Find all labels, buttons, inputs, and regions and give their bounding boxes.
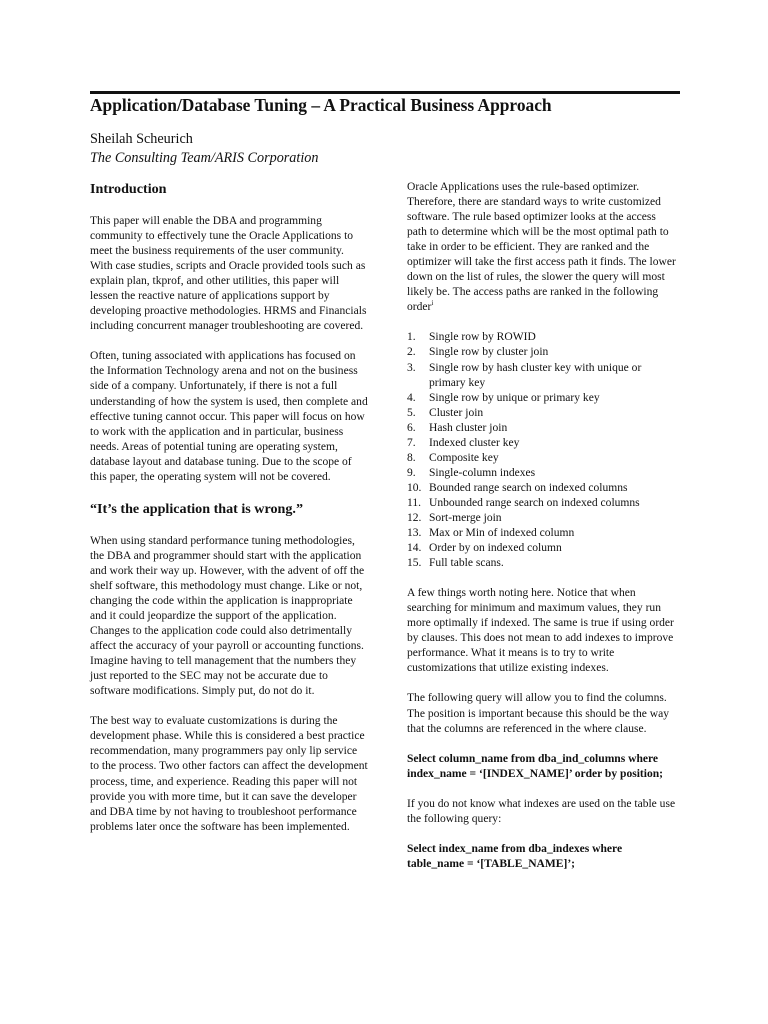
- access-path-text: Max or Min of indexed column: [429, 527, 575, 540]
- access-path-number: 3.: [407, 361, 416, 374]
- access-path-number: 9.: [407, 466, 416, 479]
- author-name: Sheilah Scheurich: [90, 131, 193, 147]
- quote-heading: “It’s the application that is wrong.”: [90, 500, 303, 517]
- access-path-text: Full table scans.: [429, 557, 504, 570]
- access-path-text: Hash cluster join: [429, 421, 508, 434]
- access-path-item: [407, 345, 677, 360]
- access-path-number: 6.: [407, 421, 416, 434]
- author-affiliation: The Consulting Team/ARIS Corporation: [90, 150, 319, 166]
- paper-title: Application/Database Tuning – A Practical Business Approach: [90, 95, 552, 115]
- application-paragraph-2: The best way to evaluate customizations is during the development phase. While this is considered a best practice recommendation, many programmers pay only lip service to the process. Two other factors can affect the development process, time, and experience. Reading this paper will not provide you with more time, but it can save the developer and DBA time by not having to troubleshoot performance problems later once the software has been implemented.: [90, 715, 368, 833]
- optimizer-paragraph: [407, 180, 677, 315]
- access-path-number: 7.: [407, 436, 416, 449]
- access-path-text: Single row by unique or primary key: [429, 391, 600, 404]
- access-path-item: [407, 481, 677, 496]
- query-1: Select column_name from dba_ind_columns where index_name = ‘[INDEX_NAME]’ order by position;: [407, 752, 664, 780]
- access-path-number: 2.: [407, 346, 416, 359]
- access-path-text: Single row by hash cluster key with unique or primary key: [429, 361, 642, 389]
- access-path-number: 10.: [407, 481, 422, 494]
- access-path-text: Composite key: [429, 451, 499, 464]
- access-path-text: Order by on indexed column: [429, 542, 562, 555]
- access-path-item: [407, 541, 677, 556]
- access-path-text: Cluster join: [429, 406, 484, 419]
- intro-paragraph-2: Often, tuning associated with applications has focused on the Information Technology arena and not on the business side of a company. Unfortunately, if there is not a full understanding of how the system is used, then complete and effective tuning cannot occur. This paper will focus on how to work with the application and in particular, business needs. Areas of potential tuning are operating system, database layout and database tuning. Due to the scope of this paper, the operating system will not be covered.: [90, 350, 368, 483]
- access-path-number: 15.: [407, 557, 422, 570]
- access-path-text: Single-column indexes: [429, 466, 536, 479]
- access-path-item: [407, 406, 677, 421]
- query-intro-paragraph: The following query will allow you to find the columns. The position is important because this should be the way that the columns are referenced in the where clause.: [407, 692, 670, 735]
- footnote-marker: i: [431, 299, 434, 308]
- access-paths-list: [407, 330, 677, 571]
- access-path-text: Indexed cluster key: [429, 436, 520, 449]
- access-path-number: 4.: [407, 391, 416, 404]
- query-2-intro: If you do not know what indexes are used on the table use the following query:: [407, 797, 676, 825]
- access-path-number: 12.: [407, 511, 422, 524]
- access-path-item: [407, 466, 677, 481]
- access-path-text: Unbounded range search on indexed columns: [429, 496, 640, 509]
- access-path-number: 11.: [407, 496, 422, 509]
- application-paragraph-1: When using standard performance tuning methodologies, the DBA and programmer should start with the application and work their way up. However, with the advent of off the shelf software, this methodology must change. Like or not, changing the code within the application is inappropriate and it could jeopardize the support of the application. Changes to the application code could also detrimentally affect the accuracy of your payroll or accounting functions. Imagine having to tell management that the numbers they just reported to the SEC may not be accurate due to software modifications. Simply put, do not do it.: [90, 534, 365, 698]
- query-2: Select index_name from dba_indexes where table_name = ‘[TABLE_NAME]’;: [407, 842, 623, 870]
- access-path-number: 1.: [407, 331, 416, 344]
- access-path-item: [407, 511, 677, 526]
- access-path-text: Sort-merge join: [429, 511, 502, 524]
- access-path-item: [407, 556, 677, 571]
- access-path-item: [407, 391, 677, 406]
- access-path-number: 8.: [407, 451, 416, 464]
- access-path-number: 14.: [407, 542, 422, 555]
- access-path-item: [407, 361, 677, 391]
- optimizer-text: Oracle Applications uses the rule-based optimizer. Therefore, there are standard ways to write customized software. The rule based optimizer looks at the access path to determine which will be the most optimal path to take in order to be efficient. They are ranked and the optimizer will take the first access path it finds. The lower down on the list of rules, the slower the query will most likely be. The access paths are ranked in the following order: [407, 181, 676, 314]
- notes-paragraph: A few things worth noting here. Notice that when searching for minimum and maximum values, they run more optimally if indexed. The same is true if using order by clauses. This does not mean to add indexes to improve performance. What it means is to try to write customizations that utilize existing indexes.: [407, 587, 674, 675]
- left-column: [90, 180, 368, 835]
- access-path-item: [407, 451, 677, 466]
- access-path-item: [407, 330, 677, 345]
- right-column: [407, 180, 677, 872]
- access-path-number: 5.: [407, 406, 416, 419]
- access-path-item: [407, 496, 677, 511]
- access-path-text: Bounded range search on indexed columns: [429, 481, 628, 494]
- access-path-text: Single row by cluster join: [429, 346, 549, 359]
- introduction-heading: Introduction: [90, 181, 167, 197]
- intro-paragraph-1: This paper will enable the DBA and programming community to effectively tune the Oracle Applications to meet the business requirements of the user community. With case studies, scripts and Oracle provided tools such as explain plan, tkprof, and other utilities, this paper will lessen the reactive nature of applications support by developing proactive methodologies. HRMS and Financials including concurrent manager troubleshooting are covered.: [90, 215, 367, 333]
- access-path-item: [407, 526, 677, 541]
- access-path-number: 13.: [407, 527, 422, 540]
- access-path-item: [407, 421, 677, 436]
- access-path-item: [407, 436, 677, 451]
- access-path-text: Single row by ROWID: [429, 331, 536, 344]
